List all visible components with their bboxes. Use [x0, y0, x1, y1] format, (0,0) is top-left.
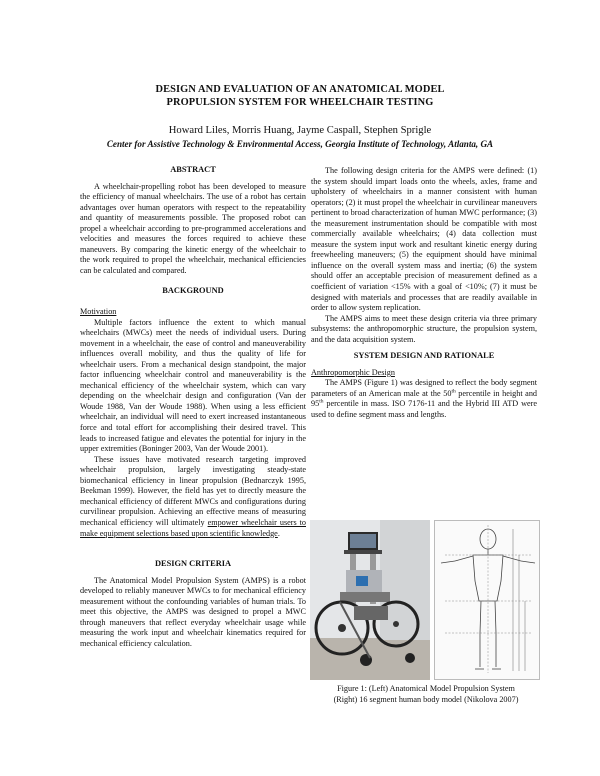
title-line-1: DESIGN AND EVALUATION OF AN ANATOMICAL MODEL [155, 84, 445, 95]
system-design-paragraph [311, 378, 537, 420]
design-criteria-paragraph-1: The Anatomical Model Propulsion System (AMPS) is a robot developed to reliably maneuver MWCs to for mechanical efficiency measurement without the confounding variables of human trials. To meet this objective, the AMPS was designed to propel a MWC through maneuvers that reflect everyday wheelchair usage while measuring the work input and wheelchair kinematics required for mechanical efficiency calculation. [80, 575, 306, 648]
caption-line-1: Figure 1: (Left) Anatomical Model Propulsion System [337, 684, 515, 693]
amps-photo [310, 520, 430, 680]
figure-1-caption [310, 684, 542, 705]
left-column [80, 165, 306, 649]
design-criteria-paragraph-2: The following design criteria for the AMPS were defined: (1) the system should impart loads onto the wheels, axles, frame and upholstery of wheelchairs in a manner consistent with human operators; (2) it must propel the wheelchair in curvilinear maneuvers pertinent to broad characterization of human MWC performance; (3) the measurement instrumentation should be compatible with most commercially available wheelchairs; (4) data collection must measure the system input work and resultant kinetic energy during freewheeling maneuvers; (5) the equipment should have minimal influence on the overall system mass and inertia; (6) the system should offer an acceptable precision of measurement defined as a coefficient of variation <15% with a goal of <10%; (7) it must be designed with materials and processes that are readily available in order to allow system replication. [311, 166, 537, 313]
design-criteria-paragraph-3: The AMPS aims to meet these design criteria via three primary subsystems: the anthropomorphic structure, the propulsion system, and the data acquisition system. [311, 313, 537, 344]
sd-text-a: The AMPS (Figure 1) was designed to reflect the body segment parameters of an American male at the 50 [311, 378, 537, 398]
background-p2-underlined: empower wheelchair users to make equipment selections based upon scientific knowledge [80, 517, 306, 538]
background-heading: BACKGROUND [162, 286, 224, 296]
body-segment-diagram [434, 520, 540, 680]
title-line-2: PROPULSION SYSTEM FOR WHEELCHAIR TESTING [166, 97, 434, 108]
sd-text-b: percentile in height and 95 [311, 388, 538, 409]
figure-1 [310, 520, 540, 680]
background-p2-end: . [277, 528, 280, 538]
sd-text-c: percentile in mass. ISO 7176-11 and the Hybrid III ATD were used to define segment mass and lengths. [311, 399, 537, 420]
caption-line-2: (Right) 16 segment human body model (Nikolova 2007) [333, 694, 519, 704]
motivation-subheading: Motivation [80, 307, 117, 317]
sd-sup-1: th [451, 388, 456, 395]
abstract-text: A wheelchair-propelling robot has been developed to measure the efficiency of manual wheelchairs. The use of a robot has certain advantages over human operators with respect to the repeatability and quantity of measurements possible. The proposed robot can propel a wheelchair according to pre-programmed accelerations and velocities and measures the forces required to achieve these maneuvers. By comparing the kinetic energy of the wheelchair to the work required to propel the wheelchair, mechanical efficiencies can be calculated and compared. [80, 181, 306, 275]
background-paragraph-1: Multiple factors influence the extent to which manual wheelchairs (MWCs) meet the needs of individual users. During movement in a wheelchair, the ease of control and maneuverability influences overall mobility, and thus the quality of life for wheelchair users. From a mechanical design standpoint, the major factor influencing wheelchair control and maneuverability is the mechanical efficiency of the wheelchair system, which can vary depending on the wheelchair design and configuration (Van der Woude 1988, Van der Woude 1988). When using a less efficient wheelchair, an individual will need to exert increased instantaneous force and total effort for accomplishing their desired travel. This leads to increased fatigue and elevates the potential for injury in the upper extremities (Boninger 2003, Van der Woude 2001). [80, 317, 306, 454]
anthropomorphic-subheading: Anthropomorphic Design [311, 367, 395, 377]
background-paragraph-2 [80, 455, 306, 539]
background-p2-main: These issues have motivated research targeting improved wheelchair propulsion, largely investigating steady-state biomechanical efficiency in linear propulsion (Bednarczyk 1995, Beekman 1999). However, the field has yet to directly measure the mechanical efficiency of different MWCs and configurations during curvilinear propulsion. Achieving an effective means of measuring mechanical efficiency will ultimately [80, 454, 306, 527]
authors: Howard Liles, Morris Huang, Jayme Caspall, Stephen Sprigle [168, 125, 432, 136]
system-design-heading: SYSTEM DESIGN AND RATIONALE [353, 351, 495, 361]
abstract-heading: ABSTRACT [170, 165, 216, 174]
amps-robot-illustration [310, 520, 430, 680]
affiliation: Center for Assistive Technology & Environmental Access, Georgia Institute of Technology, Atlanta, GA [106, 139, 494, 149]
design-criteria-heading: DESIGN CRITERIA [154, 559, 232, 569]
right-column [311, 166, 537, 421]
paper-title [60, 83, 540, 109]
sd-sup-2: th [319, 398, 324, 405]
human-body-model-illustration [435, 521, 541, 681]
